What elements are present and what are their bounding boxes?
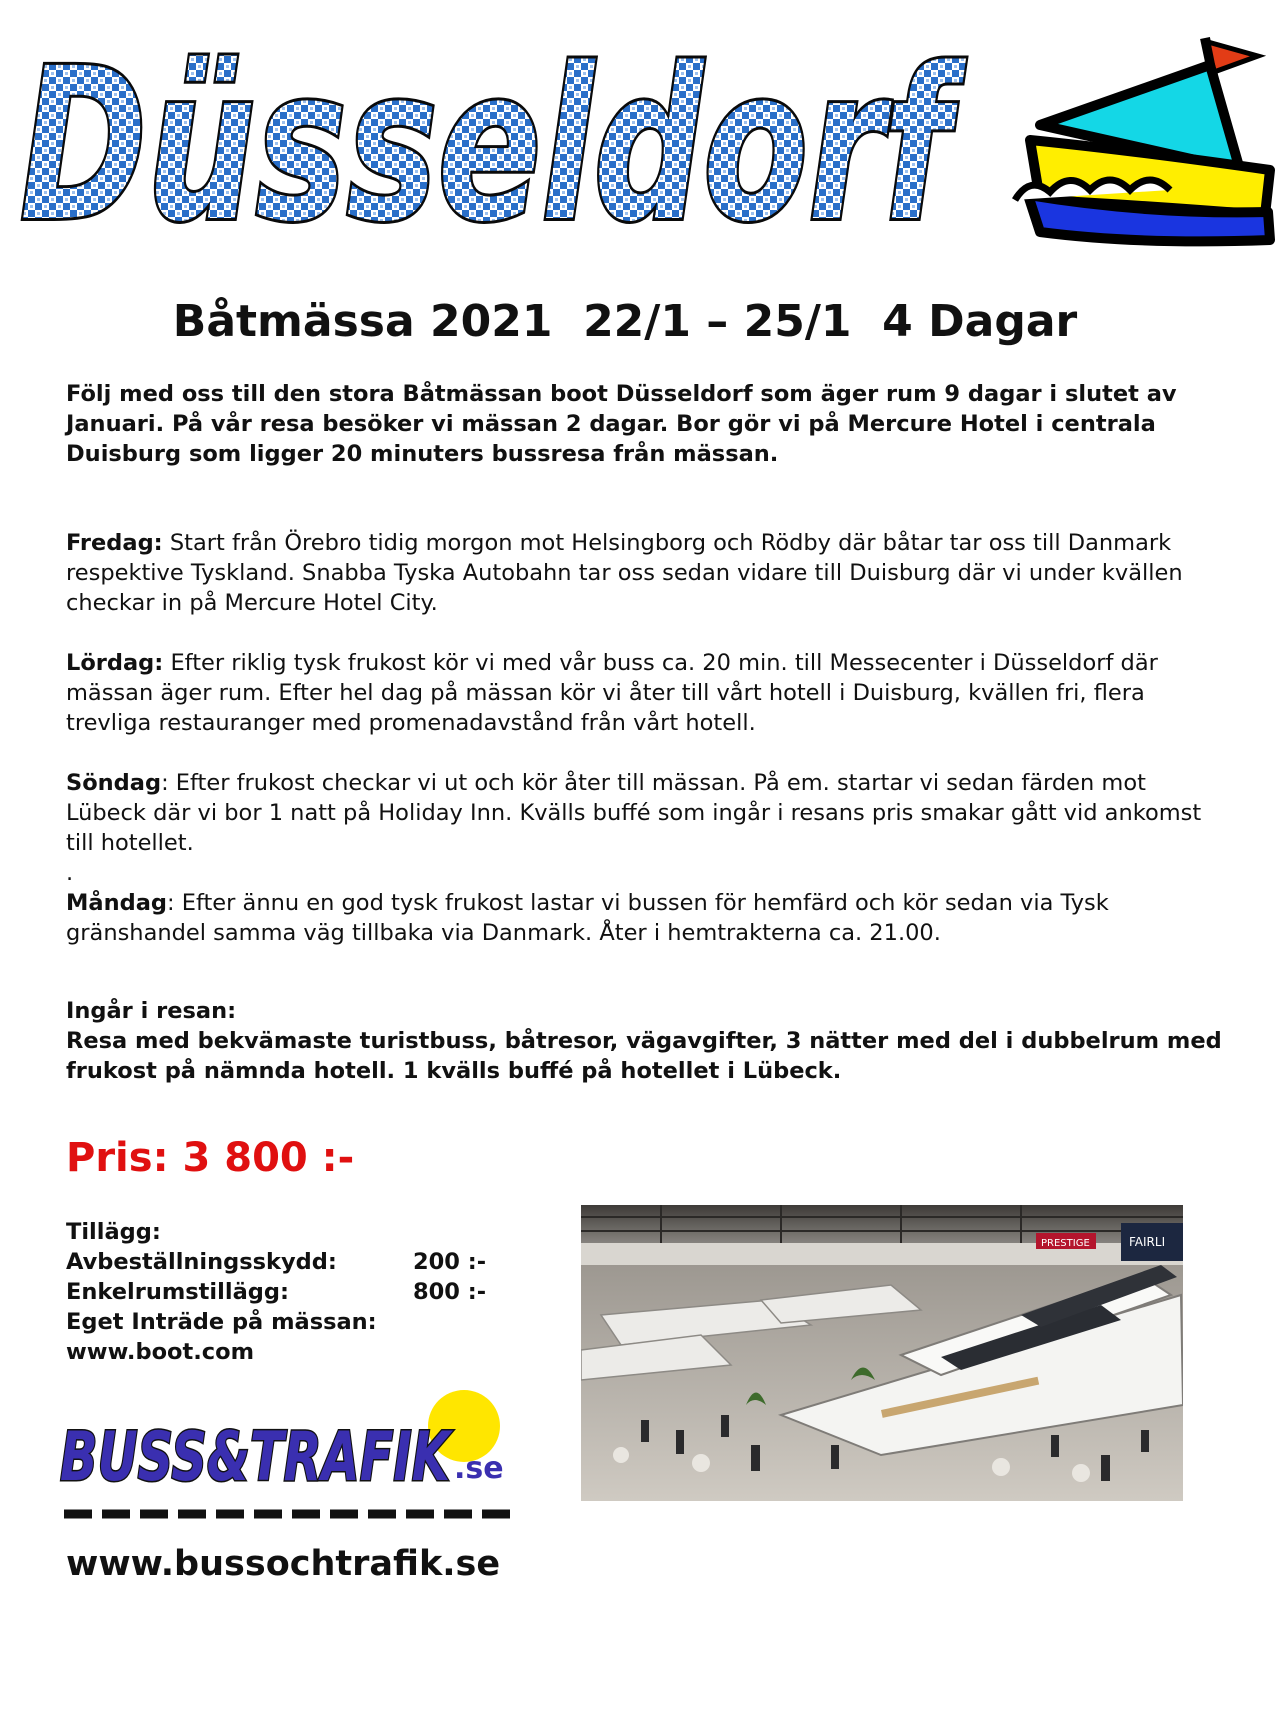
day-text: Start från Örebro tidig morgon mot Helsingborg och Rödby där båtar tar oss till Danmark respektive Tyskland. Snabba Tyska Autobahn tar oss sedan vidare till Duisburg där vi under kvällen checkar in på Mercure Hotel City. xyxy=(66,530,1183,616)
fairline-sign: FAIRLI xyxy=(1129,1235,1166,1249)
boot-website-link[interactable]: www.boot.com xyxy=(66,1339,255,1365)
day-text: : Efter frukost checkar vi ut och kör åter till mässan. På em. startar vi sedan färden mot Lübeck där vi bor 1 natt på Holiday Inn. Kvälls buffé som ingår i resans pris smakar gått vid ankomst till hotellet. xyxy=(66,770,1202,856)
day-text: Efter riklig tysk frukost kör vi med vår buss ca. 20 min. till Messecenter i Düsseldorf där mässan äger rum. Efter hel dag på mässan kör vi åter till vårt hotell i Duisburg, kvällen fri, flera trevliga restauranger med promenadavstånd från vårt hotell. xyxy=(66,650,1158,736)
company-logo xyxy=(56,1390,516,1522)
extras-item-amount: 200 :- xyxy=(413,1249,487,1275)
day-label: Måndag xyxy=(66,890,167,916)
day-label: Fredag: xyxy=(66,530,163,556)
boat-show-photo xyxy=(581,1205,1183,1501)
extras-item xyxy=(66,1277,487,1307)
itinerary-day xyxy=(66,768,1226,858)
extras-item-label: Eget Inträde på mässan: xyxy=(66,1309,377,1335)
logo-suffix: .se xyxy=(454,1451,504,1486)
day-label: Lördag: xyxy=(66,650,164,676)
extras-heading: Tillägg: xyxy=(66,1219,161,1245)
separator-dot: . xyxy=(66,860,74,886)
logo-text: BUSS&TRAFIK xyxy=(60,1418,454,1497)
itinerary-day xyxy=(66,888,1226,948)
sailboat-icon xyxy=(1015,38,1270,241)
title-banner xyxy=(0,0,1280,260)
extras-item-label: Enkelrumstillägg: xyxy=(66,1279,289,1305)
price-label: Pris: 3 800 :- xyxy=(66,1135,355,1181)
extras-item-amount: 800 :- xyxy=(413,1279,487,1305)
included-heading: Ingår i resan: xyxy=(66,998,237,1024)
extras-item-label: Avbeställningsskydd: xyxy=(66,1249,337,1275)
intro-paragraph: Följ med oss till den stora Båtmässan boot Düsseldorf som äger rum 9 dagar i slutet av Januari. På vår resa besöker vi mässan 2 dagar. Bor gör vi på Mercure Hotel i centrala Duisburg som ligger 20 minuters bussresa från mässan. xyxy=(66,381,1177,467)
itinerary-day xyxy=(66,648,1226,738)
website-link[interactable]: www.bussochtrafik.se xyxy=(66,1544,501,1584)
included-text: Resa med bekvämaste turistbuss, båtresor, vägavgifter, 3 nätter med del i dubbelrum med frukost på nämnda hotell. 1 kvälls buffé på hotellet i Lübeck. xyxy=(66,1028,1222,1084)
extras-item xyxy=(66,1247,487,1277)
day-label: Söndag xyxy=(66,770,162,796)
extras-list xyxy=(66,1217,487,1367)
extras-link xyxy=(66,1337,377,1367)
prestige-sign: PRESTIGE xyxy=(1041,1238,1090,1249)
extras-item xyxy=(66,1307,377,1337)
title-word: Düsseldorf xyxy=(20,23,967,260)
day-text: : Efter ännu en god tysk frukost lastar vi bussen för hemfärd och kör sedan via Tysk gränshandel samma väg tillbaka via Danmark. Åter i hemtrakterna ca. 21.00. xyxy=(66,890,1109,946)
itinerary-day xyxy=(66,528,1226,618)
page-headline: Båtmässa 2021 22/1 – 25/1 4 Dagar xyxy=(172,296,1078,347)
